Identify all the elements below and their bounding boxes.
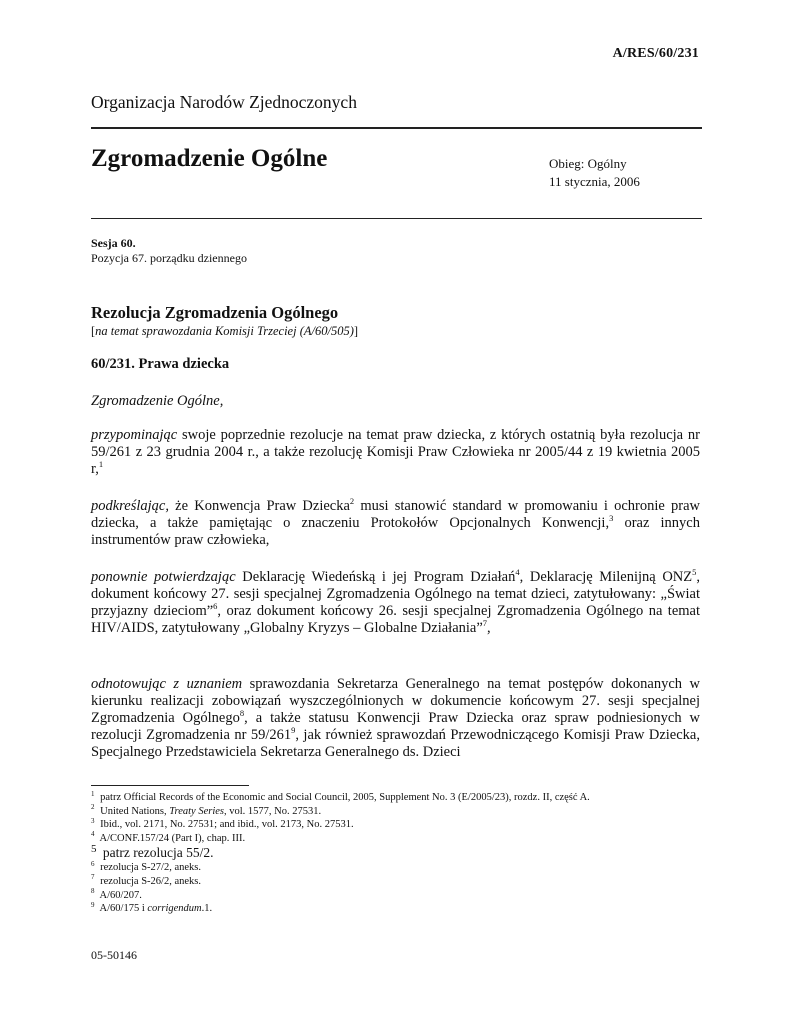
paragraph-4: odnotowując z uznaniem sprawozdania Sekretarza Generalnego na temat postępów dokonanych w kierunku realizacji zobowiązań wyszczególnionych w dokumencie końcowym 27. sesji specjalnej Zgromadzenia Ogólnego$^8$, a także statusu Konwencji Praw Dziecka oraz spraw podniesionych w rezolucji Zgromadzenia nr $59/261^9$, jak również sprawozdań Przewodniczącego Komisji Praw Dziecka, Specjalnego Przedstawiciela Sekretarza Generalnego ds. Dzieci <box>91 676 701 760</box>
distribution-block <box>549 155 640 191</box>
paragraph-1: przypominając swoje poprzednie rezolucje na temat praw dziecka, z których ostatnią była rezolucja nr 59/261 z 23 grudnia 2004 r., a także rezolucję Komisji Praw Człowieka nr 2005/44 z 19 kwietnia 2005 r,$^1$ <box>91 427 700 477</box>
footnote-ref-9[interactable]: 9 <box>291 725 296 736</box>
paragraph-2: podkreślając, że Konwencja Praw Dziecka$^2$ musi stanowić standard w promowaniu i ochronie praw dziecka, a także pamiętając o znaczeniu Protokołów Opcjonalnych Konwencji,$^3$ oraz innych instrumentów praw człowieka, <box>91 496 700 548</box>
session-label: Sesja 60. <box>91 236 136 250</box>
footnote-ref-6[interactable]: 6 <box>213 601 218 612</box>
footnote-7: $^7$ rezolucja S-26/2, aneks. <box>91 873 202 887</box>
footnotes <box>91 791 711 916</box>
footnote-ref-7[interactable]: 7 <box>482 618 488 629</box>
distribution: Obieg: Ogólny <box>549 156 627 171</box>
resolution-number-title: 60/231. Prawa dziecka <box>91 356 230 372</box>
footnote-8: $^8$ A/60/207. <box>91 887 142 901</box>
report-reference: [na temat sprawozdania Komisji Trzeciej (A/60/505)] <box>91 324 359 338</box>
footnote-separator <box>91 785 249 786</box>
organization-name: Organizacja Narodów Zjednoczonych <box>91 92 357 112</box>
header-rule-bottom <box>91 218 702 219</box>
paragraph-2-lead: podkreślając, <box>91 498 169 514</box>
footnote-3: $^3$ Ibid., vol. 2171, No. 27531; and ibid., vol. 2173, No. 27531. <box>91 816 354 831</box>
session-block <box>91 236 247 266</box>
resolution-title: Rezolucja Zgromadzenia Ogólnego <box>91 303 339 322</box>
footnote-ref-8[interactable]: 8 <box>239 708 245 719</box>
footnote-ref-2[interactable]: 2 <box>349 496 355 507</box>
footnote-ref-3[interactable]: 3 <box>609 513 614 524</box>
agenda-item: Pozycja 67. porządku dziennego <box>91 251 247 265</box>
footnote-1: $^1$ patrz Official Records of the Economic and Social Council, 2005, Supplement No. 3 (E/2005/23), rozdz. II, część A. <box>91 789 590 803</box>
report-reference-text: na temat sprawozdania Komisji Trzeciej (A/60/505) <box>95 324 354 338</box>
footnote-5: $^5$ patrz rezolucja 55/2. <box>91 842 214 861</box>
resolution-intro: Zgromadzenie Ogólne, <box>91 393 224 409</box>
document-date: 11 stycznia, 2006 <box>549 174 640 189</box>
document-symbol: A/RES/60/231 <box>612 46 699 61</box>
paragraph-1-lead: przypominając <box>91 427 178 443</box>
footnote-2: $^2$ United Nations, Treaty Series, vol. 1577, No. 27531. <box>91 803 322 817</box>
footnote-6: $^6$ rezolucja S-27/2, aneks. <box>91 859 202 874</box>
footnote-ref-1[interactable]: 1 <box>98 459 104 470</box>
footnote-ref-5[interactable]: 5 <box>692 567 697 578</box>
job-number: 05-50146 <box>91 948 137 962</box>
assembly-title: Zgromadzenie Ogólne <box>91 145 328 172</box>
footnote-9: $^9$ A/60/175 i corrigendum.1. <box>91 900 213 915</box>
paragraph-3: ponownie potwierdzając Deklarację Wiedeńską i jej Program Działań$^4$, Deklarację Milenijną ONZ$^5$, dokument końcowy 27. sesji specjalnej Zgromadzenia Ogólnego na temat dzieci, zatytułowany: „Świat przyjazny dzieciom”$^6$, oraz dokument końcowy 26. sesji specjalnej Zgromadzenia Ogólnego na temat HIV/AIDS, zatytułowany „Globalny Kryzys – Globalne Działania”$^7$, <box>91 567 700 636</box>
paragraph-4-lead: odnotowując z uznaniem <box>91 676 243 692</box>
footnote-4: $^4$ A/CONF.157/24 (Part I), chap. III. <box>91 830 246 844</box>
footnote-ref-4[interactable]: 4 <box>515 567 520 578</box>
paragraph-3-lead: ponownie potwierdzając <box>91 569 236 585</box>
header-rule-top <box>91 127 702 129</box>
